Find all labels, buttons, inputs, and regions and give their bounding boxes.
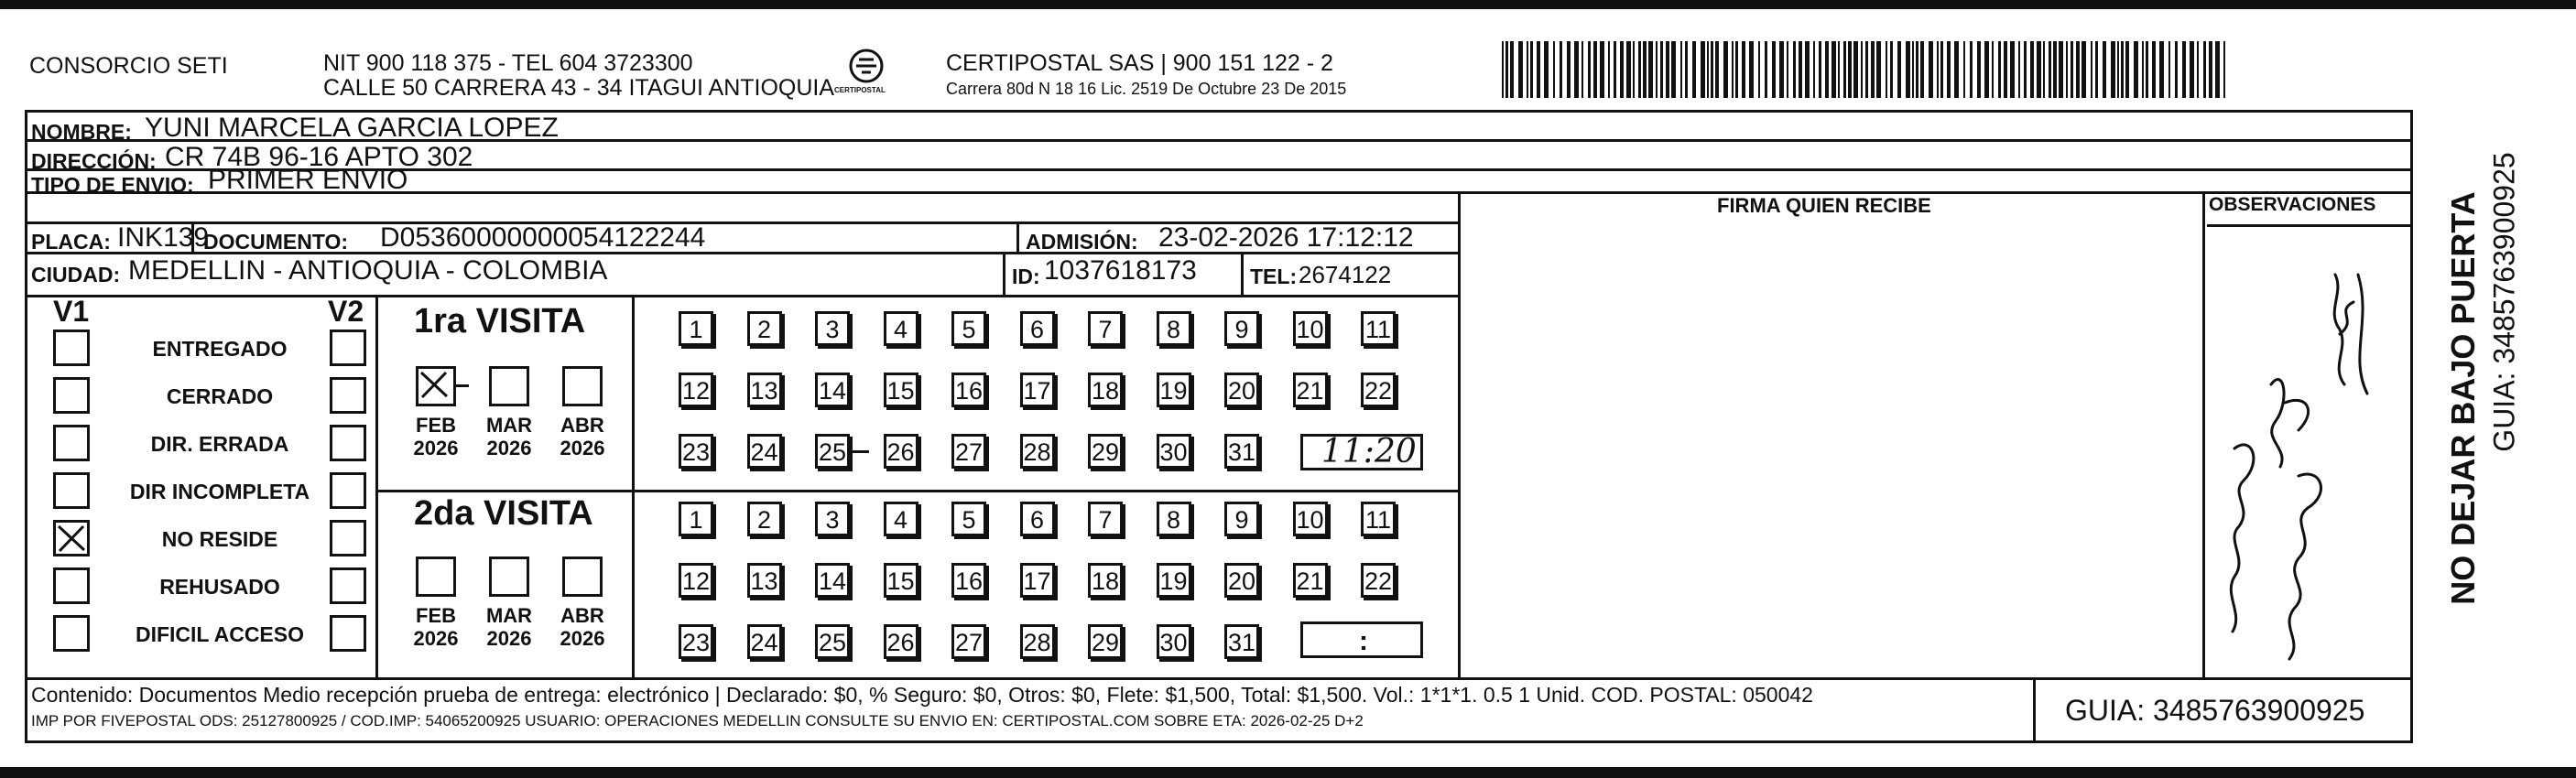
second-visit-month-label <box>482 604 537 650</box>
first-visit-day[interactable]: 26 <box>884 434 918 469</box>
main-form-frame <box>25 110 2413 743</box>
ciudad-label: CIUDAD: <box>31 263 121 286</box>
second-visit-day[interactable]: 19 <box>1157 563 1191 598</box>
company-address: CALLE 50 CARRERA 43 - 34 ITAGUI ANTIOQUIA <box>323 75 835 101</box>
first-visit-day[interactable]: 31 <box>1224 434 1259 469</box>
placa-label: PLACA: <box>31 230 111 254</box>
second-visit-day[interactable]: 21 <box>1293 563 1328 598</box>
tel-label: TEL: <box>1250 265 1298 288</box>
status-option-label: DIFICIL ACCESO <box>135 622 304 646</box>
second-visit-day[interactable]: 3 <box>815 502 850 536</box>
first-visit-day[interactable]: 8 <box>1157 311 1191 346</box>
second-visit-day[interactable]: 27 <box>951 624 986 659</box>
side-guia-number: GUIA: 3485763900925 <box>2487 152 2521 452</box>
first-visit-day[interactable]: 12 <box>679 373 713 407</box>
first-visit-month-checkbox[interactable] <box>416 366 456 406</box>
documento-label: DOCUMENTO: <box>203 230 349 254</box>
second-visit-day[interactable]: 22 <box>1361 563 1396 598</box>
month-year: 2026 <box>413 437 459 459</box>
v1-checkbox[interactable] <box>53 377 90 414</box>
first-visit-day[interactable]: 17 <box>1020 373 1055 407</box>
nit-tel: NIT 900 118 375 - TEL 604 3723300 <box>323 50 693 76</box>
first-visit-day[interactable]: 19 <box>1157 373 1191 407</box>
month-name: FEB <box>416 604 456 627</box>
v1-checkbox[interactable] <box>53 615 90 652</box>
firma-header: FIRMA QUIEN RECIBE <box>1717 194 1931 217</box>
month-name: ABR <box>560 604 604 627</box>
status-option-label: REHUSADO <box>159 575 280 599</box>
v2-checkbox[interactable] <box>330 615 366 652</box>
first-visit-day[interactable]: 4 <box>884 311 918 346</box>
second-visit-day[interactable]: 8 <box>1157 502 1191 536</box>
direccion-value: CR 74B 96-16 APTO 302 <box>165 142 473 172</box>
status-option-label: CERRADO <box>166 384 274 408</box>
tel-value: 2674122 <box>1299 261 1392 288</box>
first-visit-day[interactable]: 21 <box>1293 373 1328 407</box>
direccion-label: DIRECCIÓN: <box>31 149 157 173</box>
side-warning-title: NO DEJAR BAJO PUERTA <box>2444 191 2482 605</box>
second-visit-day[interactable]: 24 <box>747 624 782 659</box>
first-visit-day[interactable]: 10 <box>1293 311 1328 346</box>
first-visit-day[interactable]: 5 <box>951 311 986 346</box>
first-visit-day[interactable]: 28 <box>1020 434 1055 469</box>
dash-mark <box>853 450 869 453</box>
month-year: 2026 <box>560 437 605 459</box>
first-visit-day[interactable]: 13 <box>747 373 782 407</box>
barcode <box>1502 41 2230 98</box>
v1-checkbox[interactable] <box>53 567 90 604</box>
first-visit-day[interactable]: 29 <box>1088 434 1123 469</box>
v2-checkbox[interactable] <box>330 567 366 604</box>
documento-value: D05360000000054122244 <box>380 222 706 253</box>
second-visit-month-checkbox[interactable] <box>562 556 603 597</box>
first-visit-day[interactable]: 27 <box>951 434 986 469</box>
status-option-label: NO RESIDE <box>161 527 278 551</box>
month-year: 2026 <box>486 627 532 650</box>
first-visit-day[interactable]: 24 <box>747 434 782 469</box>
second-visit-day[interactable]: 7 <box>1088 502 1123 536</box>
second-visit-day[interactable]: 12 <box>679 563 713 598</box>
first-visit-day[interactable]: 2 <box>747 311 782 346</box>
footer-contenido: Contenido: Documentos Medio recepción prueba de entrega: electrónico | Declarado: $0, % Seguro: $0, Otros: $0, Flete: $1,500, Total: $1,500. Vol.: 1*1*1. 0.5 1 Unid. COD. POSTAL: 050042 <box>31 683 1813 707</box>
first-visit-day[interactable]: 15 <box>884 373 918 407</box>
second-visit-time: : <box>1359 626 1368 656</box>
v2-checkbox[interactable] <box>330 472 366 509</box>
company-name: CONSORCIO SETI <box>29 53 228 79</box>
month-year: 2026 <box>560 627 605 650</box>
bottom-scan-edge <box>0 767 2576 778</box>
id-label: ID: <box>1012 265 1040 288</box>
first-visit-month-checkbox[interactable] <box>562 366 603 406</box>
first-visit-month-label <box>408 414 463 459</box>
second-visit-day[interactable]: 28 <box>1020 624 1055 659</box>
v1-checkbox[interactable] <box>53 425 90 461</box>
second-visit-day[interactable]: 17 <box>1020 563 1055 598</box>
v2-checkbox[interactable] <box>330 377 366 414</box>
second-visit-day[interactable]: 26 <box>884 624 918 659</box>
observaciones-header: OBSERVACIONES <box>2209 194 2376 215</box>
carrier-name: CERTIPOSTAL SAS | 900 151 122 - 2 <box>946 50 1333 76</box>
month-year: 2026 <box>413 627 459 650</box>
second-visit-day[interactable]: 23 <box>679 624 713 659</box>
second-visit-day[interactable]: 16 <box>951 563 986 598</box>
v1-label: V1 <box>53 295 90 328</box>
footer-imp: IMP POR FIVEPOSTAL ODS: 25127800925 / COD.IMP: 54065200925 USUARIO: OPERACIONES MEDELLIN CONSULTE SU ENVIO EN: CERTIPOSTAL.COM SOBRE ETA: 2026-02-25 D+2 <box>31 712 1364 729</box>
v2-checkbox[interactable] <box>330 425 366 461</box>
first-visit-day[interactable]: 30 <box>1157 434 1191 469</box>
first-visit-title: 1ra VISITA <box>414 302 586 340</box>
first-visit-day[interactable]: 14 <box>815 373 850 407</box>
month-name: MAR <box>485 414 533 437</box>
second-visit-day[interactable]: 10 <box>1293 502 1328 536</box>
first-visit-day[interactable]: 16 <box>951 373 986 407</box>
first-visit-day[interactable]: 23 <box>679 434 713 469</box>
tipo-envio-label: TIPO DE ENVIO: <box>31 173 194 197</box>
status-option-label: ENTREGADO <box>152 337 288 361</box>
first-visit-day[interactable]: 25 <box>815 434 850 469</box>
second-visit-day[interactable]: 25 <box>815 624 850 659</box>
first-visit-month-checkbox[interactable] <box>489 366 529 406</box>
second-visit-day[interactable]: 31 <box>1224 624 1259 659</box>
status-option-label: DIR. ERRADA <box>150 432 289 456</box>
second-visit-day[interactable]: 29 <box>1088 624 1123 659</box>
first-visit-day[interactable]: 9 <box>1224 311 1259 346</box>
second-visit-day[interactable]: 2 <box>747 502 782 536</box>
second-visit-day[interactable]: 9 <box>1224 502 1259 536</box>
first-visit-day[interactable]: 3 <box>815 311 850 346</box>
ciudad-value: MEDELLIN - ANTIOQUIA - COLOMBIA <box>128 255 608 286</box>
month-name: FEB <box>416 414 456 437</box>
first-visit-day[interactable]: 7 <box>1088 311 1123 346</box>
v1-checkbox[interactable] <box>53 520 90 556</box>
first-visit-day[interactable]: 11 <box>1361 311 1396 346</box>
second-visit-day[interactable]: 4 <box>884 502 918 536</box>
first-visit-day[interactable]: 18 <box>1088 373 1123 407</box>
second-visit-day[interactable]: 11 <box>1361 502 1396 536</box>
observations-handwriting <box>2198 265 2399 668</box>
second-visit-month-checkbox[interactable] <box>416 556 456 597</box>
first-visit-month-label <box>555 414 610 459</box>
second-visit-day[interactable]: 20 <box>1224 563 1259 598</box>
second-visit-day[interactable]: 6 <box>1020 502 1055 536</box>
tipo-envio-value: PRIMER ENVIO <box>208 165 408 195</box>
nombre-label: NOMBRE: <box>31 120 132 144</box>
id-value: 1037618173 <box>1044 255 1197 286</box>
admision-value: 23-02-2026 17:12:12 <box>1158 222 1414 253</box>
month-name: ABR <box>560 414 604 437</box>
first-visit-month-label <box>482 414 537 459</box>
second-visit-day[interactable]: 15 <box>884 563 918 598</box>
placa-value: INK139 <box>117 222 210 253</box>
second-visit-title: 2da VISITA <box>414 494 593 533</box>
dash-mark <box>456 384 469 387</box>
footer-guia: GUIA: 3485763900925 <box>2065 694 2365 727</box>
second-visit-day[interactable]: 1 <box>679 502 713 536</box>
v2-checkbox[interactable] <box>330 520 366 556</box>
first-visit-time: 11:20 <box>1321 433 1417 470</box>
top-scan-edge <box>0 0 2576 9</box>
second-visit-day[interactable]: 18 <box>1088 563 1123 598</box>
first-visit-day[interactable]: 1 <box>679 311 713 346</box>
admision-label: ADMISIÓN: <box>1026 230 1138 254</box>
first-visit-day[interactable]: 22 <box>1361 373 1396 407</box>
month-year: 2026 <box>486 437 532 459</box>
second-visit-time-box <box>1300 621 1423 658</box>
first-visit-day[interactable]: 20 <box>1224 373 1259 407</box>
second-visit-day[interactable]: 5 <box>951 502 986 536</box>
certipostal-logo <box>829 46 904 103</box>
second-visit-day[interactable]: 30 <box>1157 624 1191 659</box>
v2-label: V2 <box>328 295 364 328</box>
month-name: MAR <box>485 604 533 627</box>
v1-checkbox[interactable] <box>53 472 90 509</box>
second-visit-month-label <box>555 604 610 650</box>
first-visit-day[interactable]: 6 <box>1020 311 1055 346</box>
second-visit-month-label <box>408 604 463 650</box>
v2-checkbox[interactable] <box>330 330 366 366</box>
status-option-label: DIR INCOMPLETA <box>129 480 310 503</box>
second-visit-month-checkbox[interactable] <box>489 556 529 597</box>
second-visit-day[interactable]: 13 <box>747 563 782 598</box>
first-visit-time-box <box>1300 434 1423 470</box>
v1-checkbox[interactable] <box>53 330 90 366</box>
second-visit-day[interactable]: 14 <box>815 563 850 598</box>
nombre-value: YUNI MARCELA GARCIA LOPEZ <box>145 113 559 143</box>
carrier-license: Carrera 80d N 18 16 Lic. 2519 De Octubre 23 De 2015 <box>946 80 1347 98</box>
logo-text: CERTIPOSTAL <box>834 86 886 94</box>
